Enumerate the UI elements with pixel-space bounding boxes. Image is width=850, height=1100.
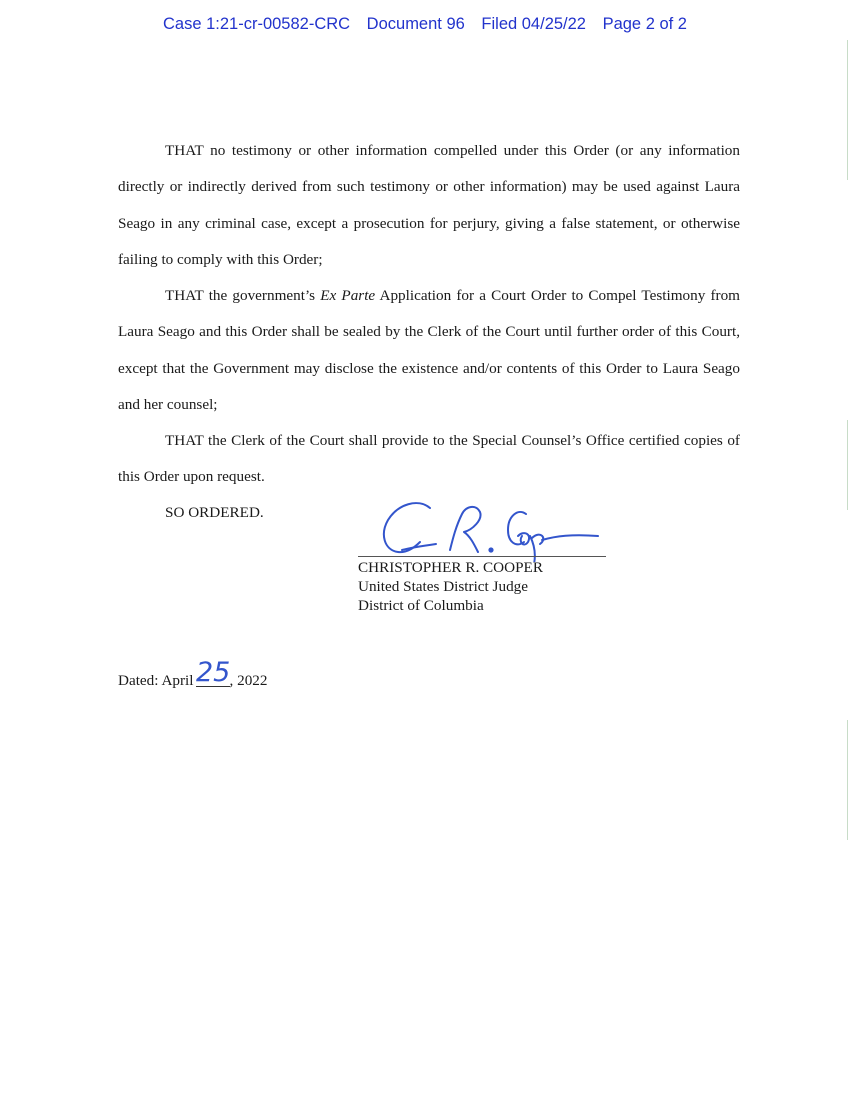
dated-suffix: , 2022 bbox=[229, 672, 268, 689]
paragraph-sealing bbox=[118, 278, 740, 423]
judge-name: CHRISTOPHER R. COOPER bbox=[358, 559, 543, 576]
ex-parte-term: Ex Parte bbox=[320, 287, 376, 304]
page-indicator: Page 2 of 2 bbox=[602, 15, 687, 33]
handwritten-day: 25 bbox=[195, 657, 230, 687]
signature-line bbox=[358, 556, 606, 557]
judge-title: United States District Judge bbox=[358, 578, 528, 595]
handwritten-day-field bbox=[194, 657, 230, 687]
paragraph-immunity: THAT no testimony or other information compelled under this Order (or any information directly or indirectly derived from such testimony or other information) may be used against Laura Seago in any criminal case, except a prosecution for perjury, giving a false statement, or otherwise failing to comply with this Order; bbox=[118, 142, 740, 268]
scan-edge-mark bbox=[847, 420, 848, 510]
so-ordered-text: SO ORDERED. bbox=[165, 504, 264, 521]
scan-edge-mark bbox=[847, 720, 848, 840]
filed-date: Filed 04/25/22 bbox=[481, 15, 586, 33]
dated-prefix: Dated: April bbox=[118, 672, 194, 689]
case-number: Case 1:21-cr-00582-CRC bbox=[163, 15, 351, 33]
judge-signature bbox=[358, 492, 608, 562]
paragraph-sealing-before: THAT the government’s bbox=[165, 287, 321, 304]
document-number: Document 96 bbox=[366, 15, 465, 33]
judge-block bbox=[358, 558, 543, 615]
dated-line bbox=[118, 657, 268, 690]
paragraph-sealing-after: Application for a Court Order to Compel Testimony from Laura Seago and this Order shall be sealed by the Clerk of the Court until further order of this Court, except that the Government may disclose the existence and/or contents of this Order to Laura Seago and her counsel; bbox=[118, 287, 740, 413]
ecf-header bbox=[0, 15, 850, 34]
handwritten-signature-icon bbox=[358, 492, 608, 562]
scan-edge-mark bbox=[847, 40, 848, 180]
court-district: District of Columbia bbox=[358, 597, 484, 614]
paragraph-certified-copies: THAT the Clerk of the Court shall provide to the Special Counsel’s Office certified copies of this Order upon request. bbox=[118, 432, 740, 486]
